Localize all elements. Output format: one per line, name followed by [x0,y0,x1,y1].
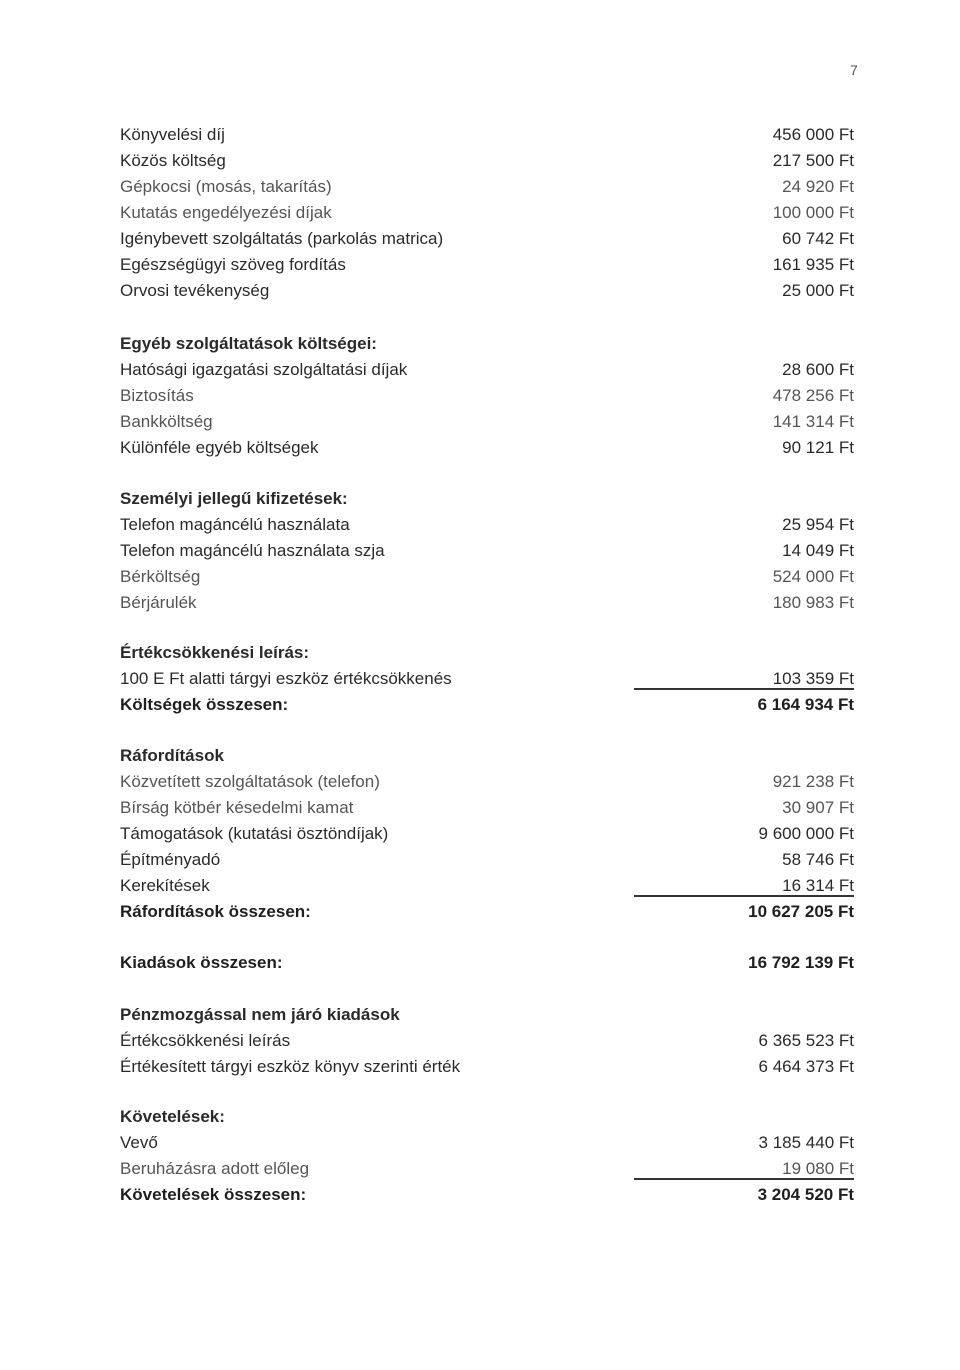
row-label: Telefon magáncélú használata szja [120,541,385,560]
row-label: Egészségügyi szöveg fordítás [120,255,346,274]
heading-label: Pénzmozgással nem járó kiadások [120,1005,400,1024]
expense-row [120,383,860,409]
row-amount: 478 256 Ft [772,386,854,405]
section-heading [120,640,860,666]
row-amount: 24 920 Ft [782,177,854,196]
expense-row [120,226,860,252]
row-label: Értékesített tárgyi eszköz könyv szerinti érték [120,1057,461,1076]
expense-row [120,409,860,435]
heading-label: Személyi jellegű kifizetések: [120,489,348,508]
row-label: Értékcsökkenési leírás [120,1031,291,1050]
expense-row [120,795,860,821]
expense-row [120,122,860,148]
row-label: Orvosi tevékenység [120,281,270,300]
row-amount: 6 464 373 Ft [758,1057,854,1076]
row-label: Vevő [120,1133,158,1152]
row-amount: 90 121 Ft [782,438,854,457]
total-amount: 3 204 520 Ft [757,1185,854,1204]
row-amount: 921 238 Ft [772,772,854,791]
row-label: Gépkocsi (mosás, takarítás) [120,177,332,196]
row-amount: 161 935 Ft [772,255,854,274]
row-amount: 6 365 523 Ft [758,1031,854,1050]
underlined-amount [634,1156,854,1182]
row-label: Igénybevett szolgáltatás (parkolás matrica) [120,229,444,248]
section-heading [120,743,860,769]
page-number: 7 [850,62,858,78]
expense-row [120,252,860,278]
row-amount: 524 000 Ft [772,567,854,586]
total-amount: 6 164 934 Ft [757,695,854,714]
heading-label: Követelések: [120,1107,225,1126]
row-amount: 217 500 Ft [772,151,854,170]
row-label: Biztosítás [120,386,194,405]
expense-row [120,564,860,590]
total-row [120,692,860,718]
row-label: Beruházásra adott előleg [120,1159,310,1178]
expense-row [120,538,860,564]
row-amount: 28 600 Ft [782,360,854,379]
expense-row [120,590,860,616]
expense-row [120,278,860,304]
row-amount: 103 359 Ft [773,666,854,692]
total-label: Kiadások összesen: [120,953,283,972]
row-amount: 14 049 Ft [782,541,854,560]
expense-row [120,148,860,174]
row-amount: 25 000 Ft [782,281,854,300]
row-label: Telefon magáncélú használata [120,515,350,534]
row-amount: 100 000 Ft [772,203,854,222]
heading-label: Egyéb szolgáltatások költségei: [120,334,377,353]
row-label: Kutatás engedélyezési díjak [120,203,332,222]
expense-row [120,821,860,847]
expense-row [120,1054,860,1080]
expense-row [120,1156,860,1182]
heading-label: Ráfordítások [120,746,224,765]
row-amount: 141 314 Ft [772,412,854,431]
total-amount: 16 792 139 Ft [748,953,854,972]
expense-row [120,174,860,200]
row-label: Bankköltség [120,412,213,431]
expense-row [120,357,860,383]
expense-row [120,847,860,873]
row-amount: 19 080 Ft [782,1156,854,1182]
row-amount: 3 185 440 Ft [758,1133,854,1152]
row-label: Közös költség [120,151,226,170]
underlined-amount [634,873,854,899]
row-amount: 30 907 Ft [782,798,854,817]
row-label: Könyvelési díj [120,125,225,144]
row-amount: 25 954 Ft [782,515,854,534]
section-heading [120,486,860,512]
row-label: 100 E Ft alatti tárgyi eszköz értékcsökkenés [120,669,452,688]
total-row [120,899,860,925]
row-label: Támogatások (kutatási ösztöndíjak) [120,824,389,843]
total-label: Ráfordítások összesen: [120,902,311,921]
total-amount: 10 627 205 Ft [748,902,854,921]
expense-row [120,769,860,795]
row-amount: 16 314 Ft [782,873,854,899]
row-amount: 180 983 Ft [772,593,854,612]
underlined-amount [634,666,854,692]
row-label: Bírság kötbér késedelmi kamat [120,798,354,817]
section-heading [120,1002,860,1028]
row-amount: 9 600 000 Ft [758,824,854,843]
heading-label: Értékcsökkenési leírás: [120,643,310,662]
row-label: Közvetített szolgáltatások (telefon) [120,772,380,791]
row-label: Különféle egyéb költségek [120,438,319,457]
row-amount: 60 742 Ft [782,229,854,248]
row-amount: 456 000 Ft [772,125,854,144]
section-heading [120,1104,860,1130]
total-label: Követelések összesen: [120,1185,307,1204]
row-amount: 58 746 Ft [782,850,854,869]
expense-row [120,1130,860,1156]
total-label: Költségek összesen: [120,695,289,714]
section-heading [120,331,860,357]
row-label: Bérjárulék [120,593,197,612]
row-label: Építményadó [120,850,221,869]
row-label: Kerekítések [120,876,210,895]
expense-row [120,1028,860,1054]
expense-row [120,512,860,538]
row-label: Bérköltség [120,567,201,586]
expense-row [120,200,860,226]
row-label: Hatósági igazgatási szolgáltatási díjak [120,360,408,379]
total-row [120,1182,860,1208]
total-row [120,950,860,976]
expense-row [120,435,860,461]
expense-row [120,873,860,899]
expense-row [120,666,860,692]
